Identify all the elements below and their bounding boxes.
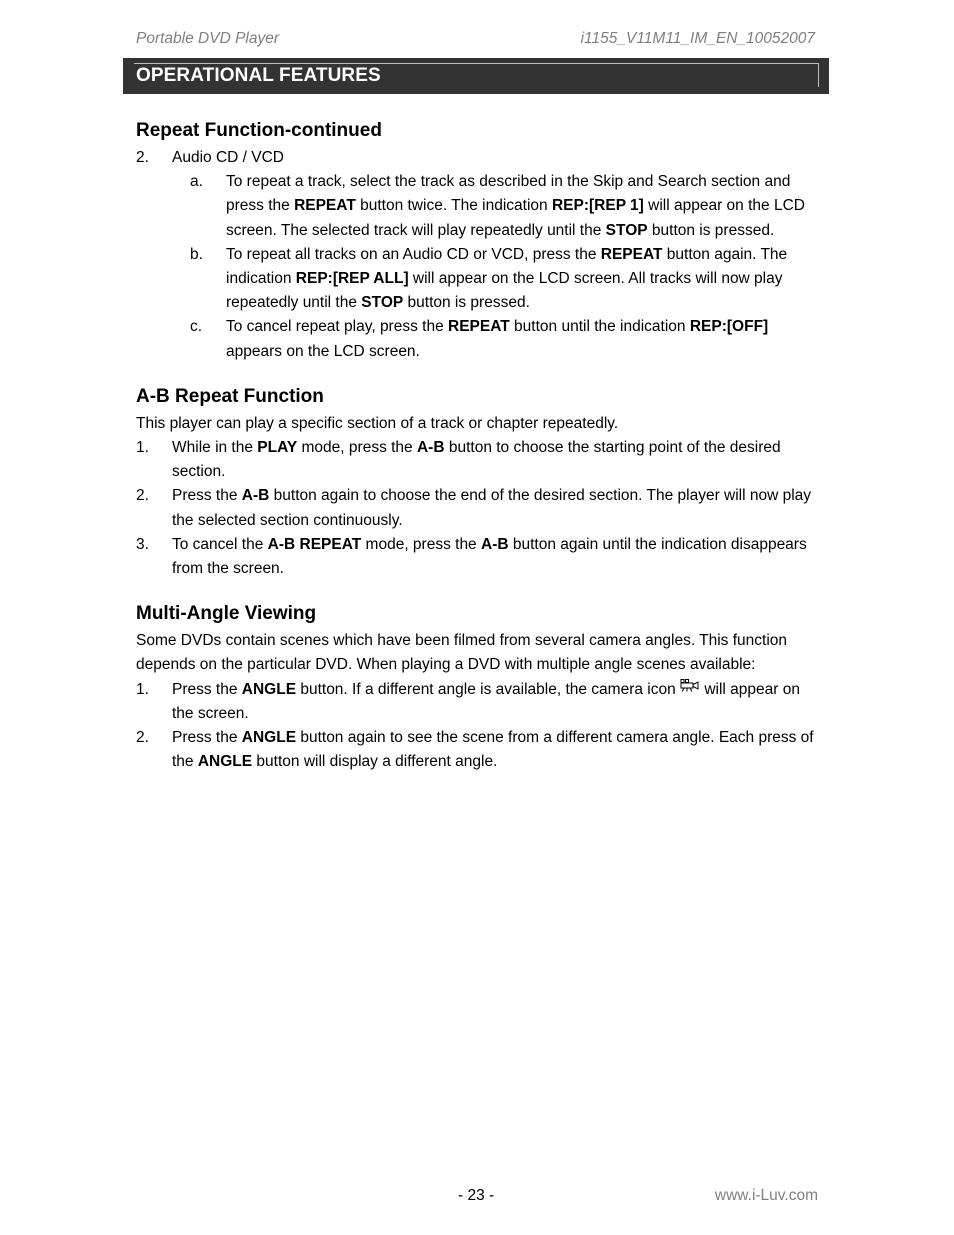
item-number: 2. bbox=[136, 729, 149, 747]
item-number: 1. bbox=[136, 680, 149, 698]
section-title: Multi-Angle Viewing bbox=[136, 603, 317, 625]
item-text: Audio CD / VCD bbox=[172, 149, 284, 166]
section-banner bbox=[123, 58, 829, 94]
bold-term: REP:[OFF] bbox=[689, 318, 769, 336]
text: will appear on the LCD screen. The selected track will play repeatedly until the bbox=[226, 197, 805, 239]
section-title: A-B Repeat Function bbox=[136, 385, 324, 407]
section-repeat bbox=[136, 118, 818, 364]
bold-term: A-B bbox=[481, 535, 509, 553]
item-number: 3. bbox=[136, 535, 149, 553]
text: To repeat a track, select the track as described in the Skip and Search section and press the bbox=[226, 173, 791, 215]
text: button again to see the scene from a different camera angle. Each press of the bbox=[172, 729, 814, 771]
section-intro: This player can play a specific section of a track or chapter repeatedly. bbox=[136, 414, 619, 432]
sub-item-a bbox=[136, 170, 818, 243]
bold-term: REP:[REP 1] bbox=[551, 197, 644, 215]
item-number: 2. bbox=[136, 149, 149, 166]
text: appears on the LCD screen. bbox=[226, 342, 420, 360]
text: To cancel repeat play, press the bbox=[226, 318, 449, 336]
text: Press the bbox=[172, 680, 242, 698]
text: button. If a different angle is available, the camera icon bbox=[296, 680, 681, 698]
list-item bbox=[136, 678, 818, 726]
text: mode, press the bbox=[297, 439, 417, 457]
list-item bbox=[136, 726, 818, 774]
sub-item-b bbox=[136, 243, 818, 316]
item-letter: b. bbox=[190, 245, 203, 263]
bold-term: STOP bbox=[361, 294, 404, 312]
bold-term: REPEAT bbox=[294, 197, 356, 215]
section-title: Repeat Function-continued bbox=[136, 120, 382, 141]
banner-title: OPERATIONAL FEATURES bbox=[136, 65, 381, 86]
bold-term: REPEAT bbox=[600, 245, 663, 263]
footer-url: www.i-Luv.com bbox=[714, 1187, 818, 1204]
bold-term: A-B REPEAT bbox=[267, 535, 362, 553]
text: button to choose the starting point of the desired section. bbox=[172, 439, 781, 481]
bold-term: ANGLE bbox=[241, 680, 297, 698]
list-item bbox=[136, 533, 818, 581]
bold-term: REP:[REP ALL] bbox=[295, 270, 409, 288]
doc-header-code: i1155_V11M11_IM_EN_10052007 bbox=[580, 30, 815, 47]
doc-header-title: Portable DVD Player bbox=[136, 30, 280, 47]
text: Press the bbox=[172, 487, 242, 505]
item-number: 1. bbox=[136, 439, 149, 457]
item-letter: c. bbox=[190, 318, 203, 336]
text: button will display a different angle. bbox=[252, 753, 498, 771]
item-letter: a. bbox=[190, 173, 203, 191]
text: button again to choose the end of the desired section. The player will now play the selected section continuously. bbox=[172, 487, 812, 529]
bold-term: PLAY bbox=[257, 439, 298, 457]
bold-term: A-B bbox=[241, 487, 270, 505]
bold-term: REPEAT bbox=[448, 318, 510, 336]
section-multi-angle bbox=[136, 601, 818, 774]
list-item bbox=[136, 436, 818, 484]
list-item bbox=[136, 484, 818, 532]
camera-angle-icon bbox=[680, 678, 700, 692]
bold-term: A-B bbox=[416, 439, 445, 457]
text: button again until the indication disappears from the screen. bbox=[172, 535, 807, 578]
text: button is pressed. bbox=[403, 294, 530, 312]
page-content bbox=[136, 118, 818, 794]
item-number: 2. bbox=[136, 487, 149, 505]
sub-item-c bbox=[136, 315, 818, 363]
text: button is pressed. bbox=[647, 221, 775, 239]
section-ab-repeat bbox=[136, 384, 818, 581]
text: mode, press the bbox=[361, 535, 481, 553]
text: will appear on the LCD screen. All tracks will now play repeatedly until the bbox=[226, 270, 783, 312]
list-item bbox=[136, 146, 818, 170]
text: button twice. The indication bbox=[355, 197, 552, 215]
bold-term: ANGLE bbox=[197, 753, 253, 771]
text: To cancel the bbox=[172, 535, 268, 553]
text: To repeat all tracks on an Audio CD or VCD, press the bbox=[226, 245, 601, 263]
text: button again. The indication bbox=[226, 245, 788, 288]
text: While in the bbox=[172, 439, 258, 457]
text: button until the indication bbox=[509, 318, 690, 336]
section-intro: Some DVDs contain scenes which have been filmed from several camera angles. This function depends on the particular DVD. When playing a DVD with multiple angle scenes available: bbox=[136, 632, 788, 674]
bold-term: ANGLE bbox=[241, 729, 297, 747]
text: will appear on the screen. bbox=[172, 680, 800, 722]
bold-term: STOP bbox=[605, 221, 648, 239]
text: Press the bbox=[172, 729, 242, 747]
page-number: - 23 - bbox=[458, 1187, 495, 1204]
